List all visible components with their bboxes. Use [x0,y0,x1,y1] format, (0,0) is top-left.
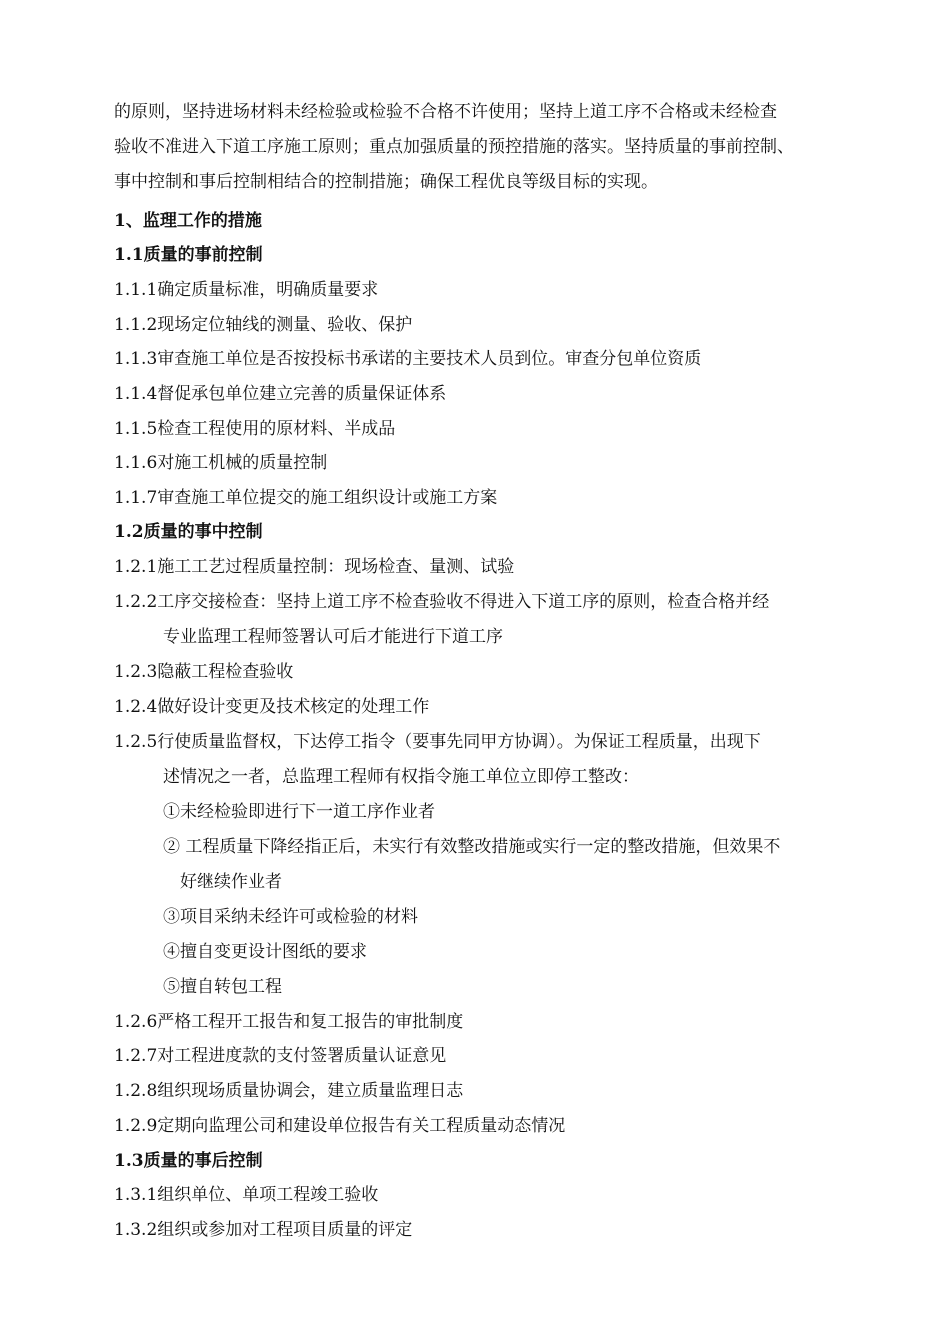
section-heading-1: 1、监理工作的措施 [114,211,262,231]
list-item: 1.2.9定期向监理公司和建设单位报告有关工程质量动态情况 [114,1116,566,1136]
list-item: 1.2.6严格工程开工报告和复工报告的审批制度 [114,1012,464,1032]
list-item: 1.2.3隐蔽工程检查验收 [114,662,294,682]
list-item: 1.2.8组织现场质量协调会，建立质量监理日志 [114,1081,464,1101]
list-item: 1.1.1确定质量标准，明确质量要求 [114,280,379,300]
intro-line-2: 验收不准进入下道工序施工原则；重点加强质量的预控措施的落实。坚持质量的事前控制、 [114,137,794,157]
sub-item: ①未经检验即进行下一道工序作业者 [163,802,435,822]
list-item: 1.1.5检查工程使用的原材料、半成品 [114,419,396,439]
list-item-continuation: 述情况之一者，总监理工程师有权指令施工单位立即停工整改： [163,767,639,787]
list-item: 1.3.2组织或参加对工程项目质量的评定 [114,1220,413,1240]
section-heading-1-2: 1.2质量的事中控制 [114,522,263,542]
list-item: 1.3.1组织单位、单项工程竣工验收 [114,1185,379,1205]
sub-item: ② 工程质量下降经指正后，未实行有效整改措施或实行一定的整改措施，但效果不 [163,837,781,857]
list-item: 1.1.2现场定位轴线的测量、验收、保护 [114,315,413,335]
list-item: 1.1.3审查施工单位是否按投标书承诺的主要技术人员到位。审查分包单位资质 [114,349,702,369]
intro-line-1: 的原则，坚持进场材料未经检验或检验不合格不许使用；坚持上道工序不合格或未经检查 [114,102,777,122]
list-item: 1.2.1施工工艺过程质量控制：现场检查、量测、试验 [114,557,515,577]
list-item-continuation: 专业监理工程师签署认可后才能进行下道工序 [163,627,503,647]
list-item: 1.2.4做好设计变更及技术核定的处理工作 [114,697,430,717]
list-item: 1.1.6对施工机械的质量控制 [114,453,328,473]
section-heading-1-3: 1.3质量的事后控制 [114,1151,263,1171]
list-item: 1.2.5行使质量监督权，下达停工指令（要事先同甲方协调）。为保证工程质量，出现下 [114,732,761,752]
list-item: 1.2.7对工程进度款的支付签署质量认证意见 [114,1046,447,1066]
sub-item: ③项目采纳未经许可或检验的材料 [163,907,418,927]
sub-item: ④擅自变更设计图纸的要求 [163,942,367,962]
intro-line-3: 事中控制和事后控制相结合的控制措施；确保工程优良等级目标的实现。 [114,172,658,192]
sub-item: ⑤擅自转包工程 [163,977,282,997]
section-heading-1-1: 1.1质量的事前控制 [114,245,263,265]
list-item: 1.1.4督促承包单位建立完善的质量保证体系 [114,384,447,404]
sub-item-continuation: 好继续作业者 [180,872,282,892]
list-item: 1.2.2工序交接检查：坚持上道工序不检查验收不得进入下道工序的原则，检查合格并经 [114,592,770,612]
list-item: 1.1.7审查施工单位提交的施工组织设计或施工方案 [114,488,498,508]
